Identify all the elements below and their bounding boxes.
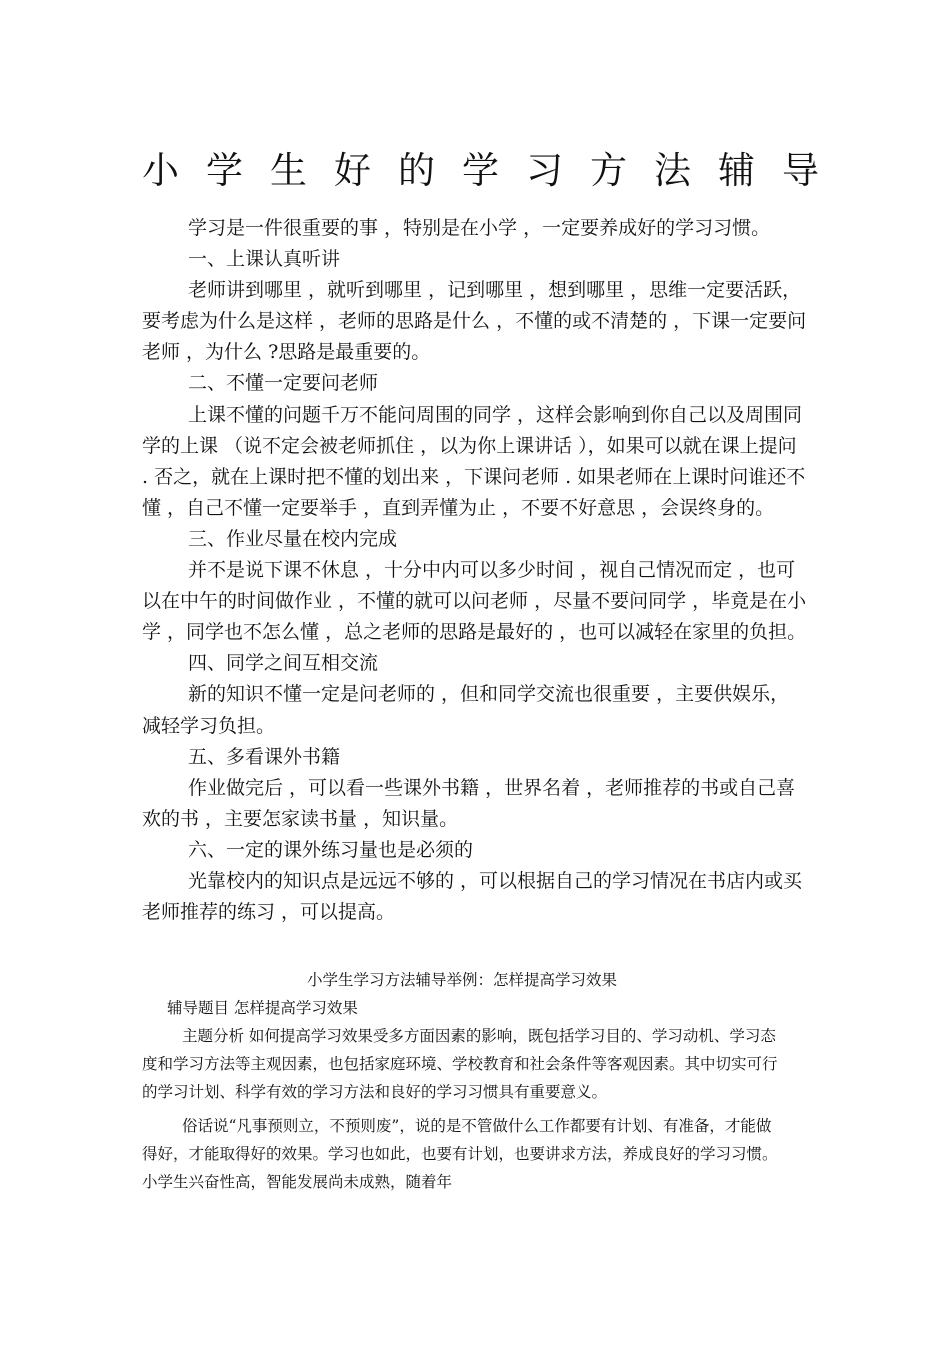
section-heading-2: 二、不懂一定要问老师: [188, 372, 379, 395]
intro-paragraph: 学习是一件很重要的事 ，特别是在小学 ，一定要养成好的学习习惯。: [188, 217, 771, 239]
section-heading-1: 一、上课认真听讲: [188, 248, 341, 271]
section-heading-4: 四、同学之间互相交流: [188, 652, 379, 675]
section-text-6: 光靠校内的知识点是远远不够的 ，可以根据自己的学习情况在书店内或买老师推荐的练习 ，可以提高。: [142, 869, 803, 924]
section-text-3: 并不是说下课不休息 ，十分中内可以多少时间 ，视自己情况而定 ，也可以在中午的时间做作业 ，不懂的就可以问老师 ，尽量不要问同学 ，毕竟是在小学 ，同学也不怎么懂 ，总之老师的思路是最好的 ，也可以减轻在家里的负担。: [142, 559, 807, 644]
section-heading-6: 六、一定的课外练习量也是必须的: [188, 838, 474, 861]
section-text-1: 老师讲到哪里 ，就听到哪里 ，记到哪里 ，想到哪里 ，思维一定要活跃，要考虑为什么是这样 ，老师的思路是什么 ，不懂的或不清楚的 ，下课一定要问老师 ，为什么 ?思路是最重要的。: [142, 279, 807, 364]
example-topic: 辅导题目 怎样提高学习效果: [167, 999, 358, 1017]
section-text-4: 新的知识不懂一定是问老师的 ，但和同学交流也很重要 ，主要供娱乐，减轻学习负担。: [142, 683, 790, 737]
section-heading-3: 三、作业尽量在校内完成: [188, 527, 398, 550]
example-paragraph: 俗话说“凡事预则立，不预则废”，说的是不管做什么工作都要有计划、有准备，才能做得好，才能取得好的效果。学习也如此，也要有计划，也要讲求方法，养成良好的学习习惯。小学生兴奋性高，智能发展尚未成熟，随着年: [142, 1117, 778, 1191]
main-body: [142, 213, 807, 928]
section-heading-5: 五、多看课外书籍: [188, 745, 341, 768]
section-text-2: 上课不懂的问题千万不能问周围的同学 ，这样会影响到你自己以及周围同学的上课 （说不定会被老师抓住 ，以为你上课讲话 ），如果可以就在课上提问 . 否之，就在上课时把不懂的划出来 ，下课问老师 . 如果老师在上课时问谁还不懂 ，自己不懂一定要举手 ，直到弄懂为止 ，不要不好意思 ，会误终身的。: [142, 403, 806, 519]
example-analysis: 主题分析 如何提高学习效果受多方面因素的影响，既包括学习目的、学习动机、学习态度和学习方法等主观因素，也包括家庭环境、学校教育和社会条件等客观因素。其中切实可行的学习计划、科学有效的学习方法和良好的学习习惯具有重要意义。: [142, 1027, 778, 1101]
section-text-5: 作业做完后 ，可以看一些课外书籍 ，世界名着 ，老师推荐的书或自己喜欢的书 ，主要怎家读书量 ，知识量。: [142, 776, 796, 830]
document-title: 小学生好的学习方法辅导: [142, 149, 846, 192]
example-section: [142, 966, 782, 1196]
example-title: 小学生学习方法辅导举例：怎样提高学习效果: [306, 971, 617, 989]
